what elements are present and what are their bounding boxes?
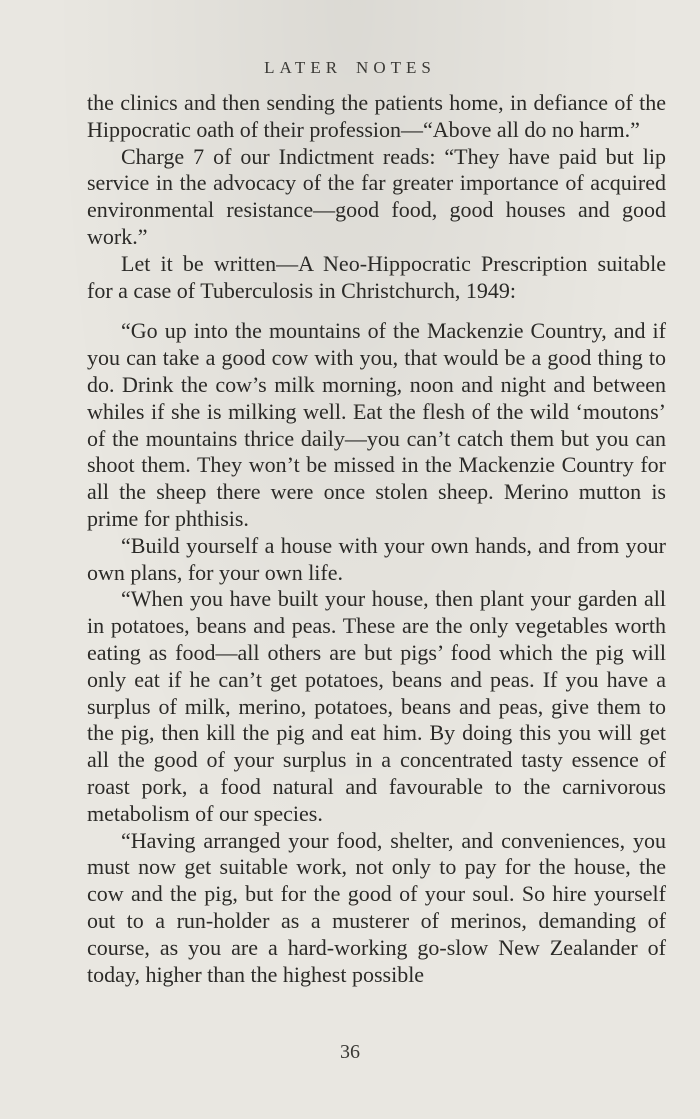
paragraph-build-house: “Build yourself a house with your own hands, and from your own plans, for your own life. — [87, 532, 666, 585]
running-head-right: NOTES — [356, 58, 436, 77]
paragraph-work: “Having arranged your food, shelter, and conveniences, you must now get suitable work, not only to pay for the house, the cow and the pig, but for the good of your soul. So hire yourself out to a run-holder as a musterer of merinos, demanding of course, as you are a hard-working go-slow New Zealander of today, higher than the highest possible — [87, 827, 666, 987]
paragraph-charge-7: Charge 7 of our Indictment reads: “They have paid but lip service in the advocacy of the far greater importance of acquired environmental resistance—good food, good houses and good work.” — [87, 143, 666, 249]
running-head-left: LATER — [264, 58, 343, 77]
paragraph-garden: “When you have built your house, then plant your garden all in potatoes, beans and peas. These are the only vegetables worth eating as food—all others are but pigs’ food which the pig will only eat if he can’t get potatoes, beans and peas. If you have a surplus of milk, merino, potatoes, beans and peas, give them to the pig, then kill the pig and eat him. By doing this you will get all the good of your surplus in a concentrated tasty essence of roast pork, a food natural and favourable to the carnivorous metabolism of our species. — [87, 586, 666, 826]
paragraph-prescription-intro: Let it be written—A Neo-Hippocratic Prescription suitable for a case of Tuberculosis in Christchurch, 1949: — [87, 250, 666, 303]
page-number: 36 — [340, 1041, 360, 1063]
running-head — [0, 58, 700, 78]
paragraph-continuation: the clinics and then sending the patients home, in defiance of the Hippocratic oath of their profession—“Above all do no harm.” — [87, 90, 666, 142]
paragraph-mountains: “Go up into the mountains of the Mackenzie Country, and if you can take a good cow with you, that would be a good thing to do. Drink the cow’s milk morning, noon and night and between whiles if she is milking well. Eat the flesh of the wild ‘moutons’ of the mountains thrice daily—you can’t catch them but you can shoot them. They won’t be missed in the Mackenzie Country for all the sheep there were once stolen sheep. Merino mutton is prime for phthisis. — [87, 318, 666, 531]
body-text — [87, 90, 666, 988]
